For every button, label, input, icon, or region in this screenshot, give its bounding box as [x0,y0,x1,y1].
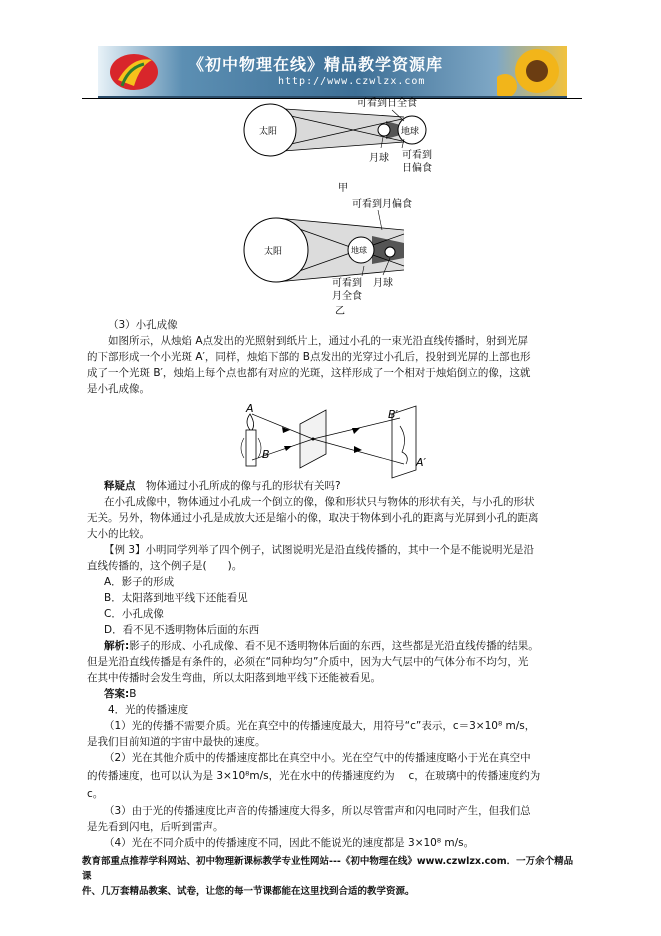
option-b: B．太阳落到地平线下还能看见 [104,592,248,604]
doubt-line1: 在小孔成像中，物体通过小孔成一个倒立的像，像和形状只与物体的形状有关，与小孔的形状 [104,496,535,508]
caption-jia: 甲 [338,183,348,194]
example3-stem2: 直线传播的，这个例子是( )。 [87,560,243,572]
analysis-text1: 影子的形成、小孔成像、看不见不透明物体后面的东西，这些都是光沿直线传播的结果。 [129,640,539,652]
moon-jia [378,124,390,136]
earth-label-jia: 地球 [401,127,420,137]
partial-lunar-label: 可看到月偏食 [352,199,412,210]
section4-p2-line3: c。 [87,788,104,800]
moon-label-yi: 月球 [373,278,393,289]
banner-title: 《初中物理在线》精品教学资源库 [188,55,444,74]
footer [82,854,582,899]
section3-line2: 的下部形成一个小光斑 A′，同样，烛焰下部的 B点发出的光穿过小孔后，投射到光屏的上部也形 [87,351,531,363]
caption-yi: 乙 [335,306,345,317]
section4-p3-line2: 是先看到闪电，后听到雷声。 [87,821,224,833]
footer-line1: 教育部重点推荐学科网站、初中物理新课标教学专业性网站---《初中物理在线》www.czwlzx.com．一万余个精品课 [82,856,574,882]
earth-label-yi: 地球 [351,246,367,255]
banner-url: http://www.czwlzx.com [278,76,426,87]
moon-label-jia: 月球 [369,153,389,164]
section3-line4: 是小孔成像。 [87,383,150,395]
doubt-question: 物体通过小孔所成的像与孔的形状有关吗? [146,480,341,492]
option-a: A．影子的形成 [104,576,175,588]
total-lunar-label-2: 月全食 [332,291,362,302]
option-c: C．小孔成像 [104,608,164,620]
analysis-line2: 但是光沿直线传播是有条件的，必须在“同种均匀”介质中，因为大气层中的气体分布不均匀，光 [87,656,529,668]
label-A: A [246,402,254,415]
total-lunar-label-1: 可看到 [332,278,362,289]
partial-solar-label-2: 日偏食 [402,163,432,174]
answer-value: B [129,688,137,700]
doubt-label: 释疑点 [104,480,136,492]
analysis-line3: 在其中传播时会发生弯曲，所以太阳落到地平线下还能被看见。 [87,672,381,684]
section3-line1: 如图所示，从烛焰 A点发出的光照射到纸片上，通过小孔的一束光沿直线传播时，射到光屏 [108,335,529,347]
section3-heading: （3）小孔成像 [108,319,178,331]
section4-p4: （4）光在不同介质中的传播速度不同，因此不能说光的速度都是 3×10⁸ m/s。 [104,837,475,849]
section4-p1-line2: 是我们目前知道的宇宙中最快的速度。 [87,736,266,748]
section4-p2-line2: 的传播速度，也可以认为是 3×10⁸m/s，光在水中的传播速度约为 c，在玻璃中的传播速度约为 [87,770,541,782]
section3-line3: 成了一个光斑 B′，烛焰上每个点也都有对应的光斑，这样形成了一个相对于烛焰倒立的像，这就 [87,367,531,379]
sun-label-jia: 太阳 [259,127,278,137]
doubt-question-line [104,478,341,494]
doubt-line2: 无关。另外，物体通过小孔是成放大还是缩小的像，取决于物体到小孔的距离与光屏到小孔的距离 [87,512,539,524]
example3-stem1: 【例 3】小明同学列举了四个例子，试图说明光是沿直线传播的，其中一个是不能说明光是沿 [104,544,535,556]
doubt-line3: 大小的比较。 [87,528,150,540]
option-d: D．看不见不透明物体后面的东西 [104,624,260,636]
candle [246,430,256,466]
section4-p2-line1: （2）光在其他介质中的传播速度都比在真空中小。光在空气中的传播速度略小于光在真空中 [104,752,531,764]
partial-solar-label-1: 可看到 [402,150,432,161]
footer-line2: 件、几万套精品教案、试卷，让您的每一节课都能在这里找到合适的教学资源。 [82,886,415,897]
answer-label: 答案: [104,688,130,700]
pinhole-figure [0,400,661,480]
section4-p1-line1: （1）光的传播不需要介质。光在真空中的传播速度最大，用符号“c”表示，c＝3×10⁸ m/s， [104,720,536,732]
sunflower-icon [497,46,567,96]
section4-heading: 4．光的传播速度 [108,704,189,716]
label-B: B [262,448,270,461]
label-A-prime: A′ [416,456,427,469]
analysis-label: 解析: [104,640,130,652]
section4-p3-line1: （3）由于光的传播速度比声音的传播速度大得多，所以尽管雷声和闪电同时产生，但我们总 [104,805,531,817]
total-solar-label: 可看到日全食 [357,98,417,109]
label-B-prime: B′ [388,408,399,421]
logo-icon [104,46,164,96]
answer-line [104,686,136,702]
sun-label-yi: 太阳 [264,247,283,257]
lunar-eclipse-figure [0,196,661,336]
moon-yi [385,247,395,257]
analysis-line1 [104,638,539,654]
